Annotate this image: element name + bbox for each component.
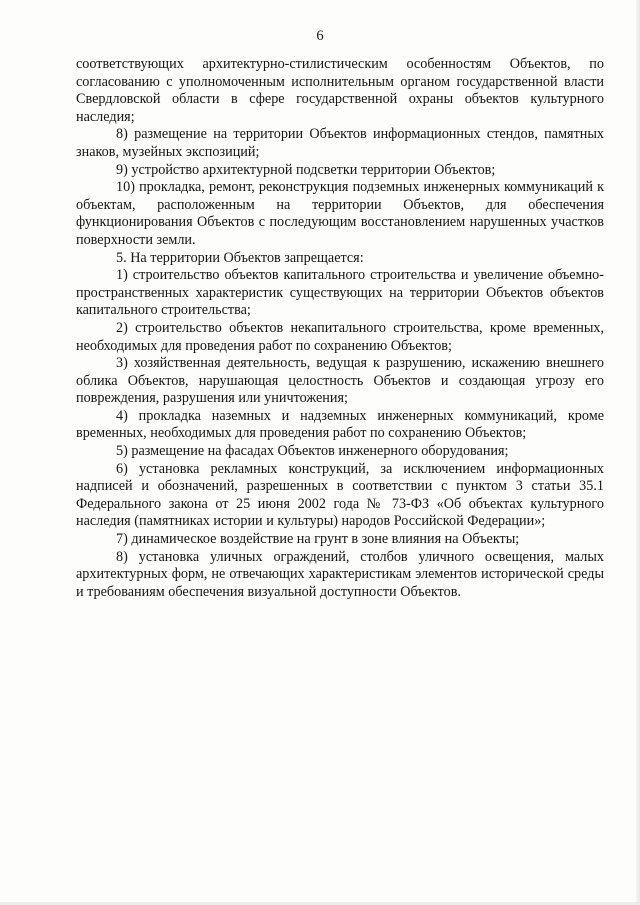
prohibition-item-1: 1) строительство объектов капитального строительства и увеличение объемно-пространственных характеристик существующих на территории Объектов объектов капитального строительства;	[76, 267, 604, 319]
prohibition-item-3: 3) хозяйственная деятельность, ведущая к разрушению, искажению внешнего облика Объектов, нарушающая целостность Объектов и создающая угрозу его повреждения, разрушения или уничтожения;	[76, 355, 604, 407]
prohibition-item-7: 7) динамическое воздействие на грунт в зоне влияния на Объекты;	[116, 531, 520, 548]
paragraph-continuation: соответствующих архитектурно-стилистическим особенностям Объектов, по согласованию с уполномоченным исполнительным органом государственной власти Свердловской области в сфере государственной охраны объектов культурного наследия;	[76, 56, 604, 125]
prohibition-item-6: 6) установка рекламных конструкций, за исключением информационных надписей и обозначений, разрешенных в соответствии с пунктом 3 статьи 35.1 Федерального закона от 25 июня 2002 года № 73-ФЗ «Об объектах культурного наследия (памятниках истории и культуры) народов Российской Федерации»;	[76, 460, 604, 530]
scan-edge-shadow	[636, 0, 640, 905]
list-item-9-lighting: 9) устройство архитектурной подсветки территории Объектов;	[116, 161, 496, 178]
list-item-8-stands: 8) размещение на территории Объектов информационных стендов, памятных знаков, музейных экспозиций;	[76, 126, 604, 160]
prohibition-item-2: 2) строительство объектов некапитального строительства, кроме временных, необходимых для проведения работ по сохранению Объектов;	[76, 319, 604, 354]
document-body	[76, 56, 604, 601]
prohibition-item-4: 4) прокладка наземных и надземных инженерных коммуникаций, кроме временных, необходимых для проведения работ по сохранению Объектов;	[76, 407, 604, 442]
prohibition-item-8: 8) установка уличных ограждений, столбов уличного освещения, малых архитектурных форм, не отвечающих характеристикам элементов исторической среды и требованиям обеспечения визуальной доступности Объектов.	[76, 548, 604, 600]
list-item-10-utilities: 10) прокладка, ремонт, реконструкция подземных инженерных коммуникаций к объектам, расположенным на территории Объектов, для обеспечения функционирования Объектов с последующим восстановлением нарушенных участков поверхности земли.	[76, 179, 604, 248]
page-number: 6	[316, 28, 324, 44]
prohibition-item-5: 5) размещение на фасадах Объектов инженерного оборудования;	[116, 443, 509, 460]
section-5-heading: 5. На территории Объектов запрещается:	[116, 249, 364, 266]
